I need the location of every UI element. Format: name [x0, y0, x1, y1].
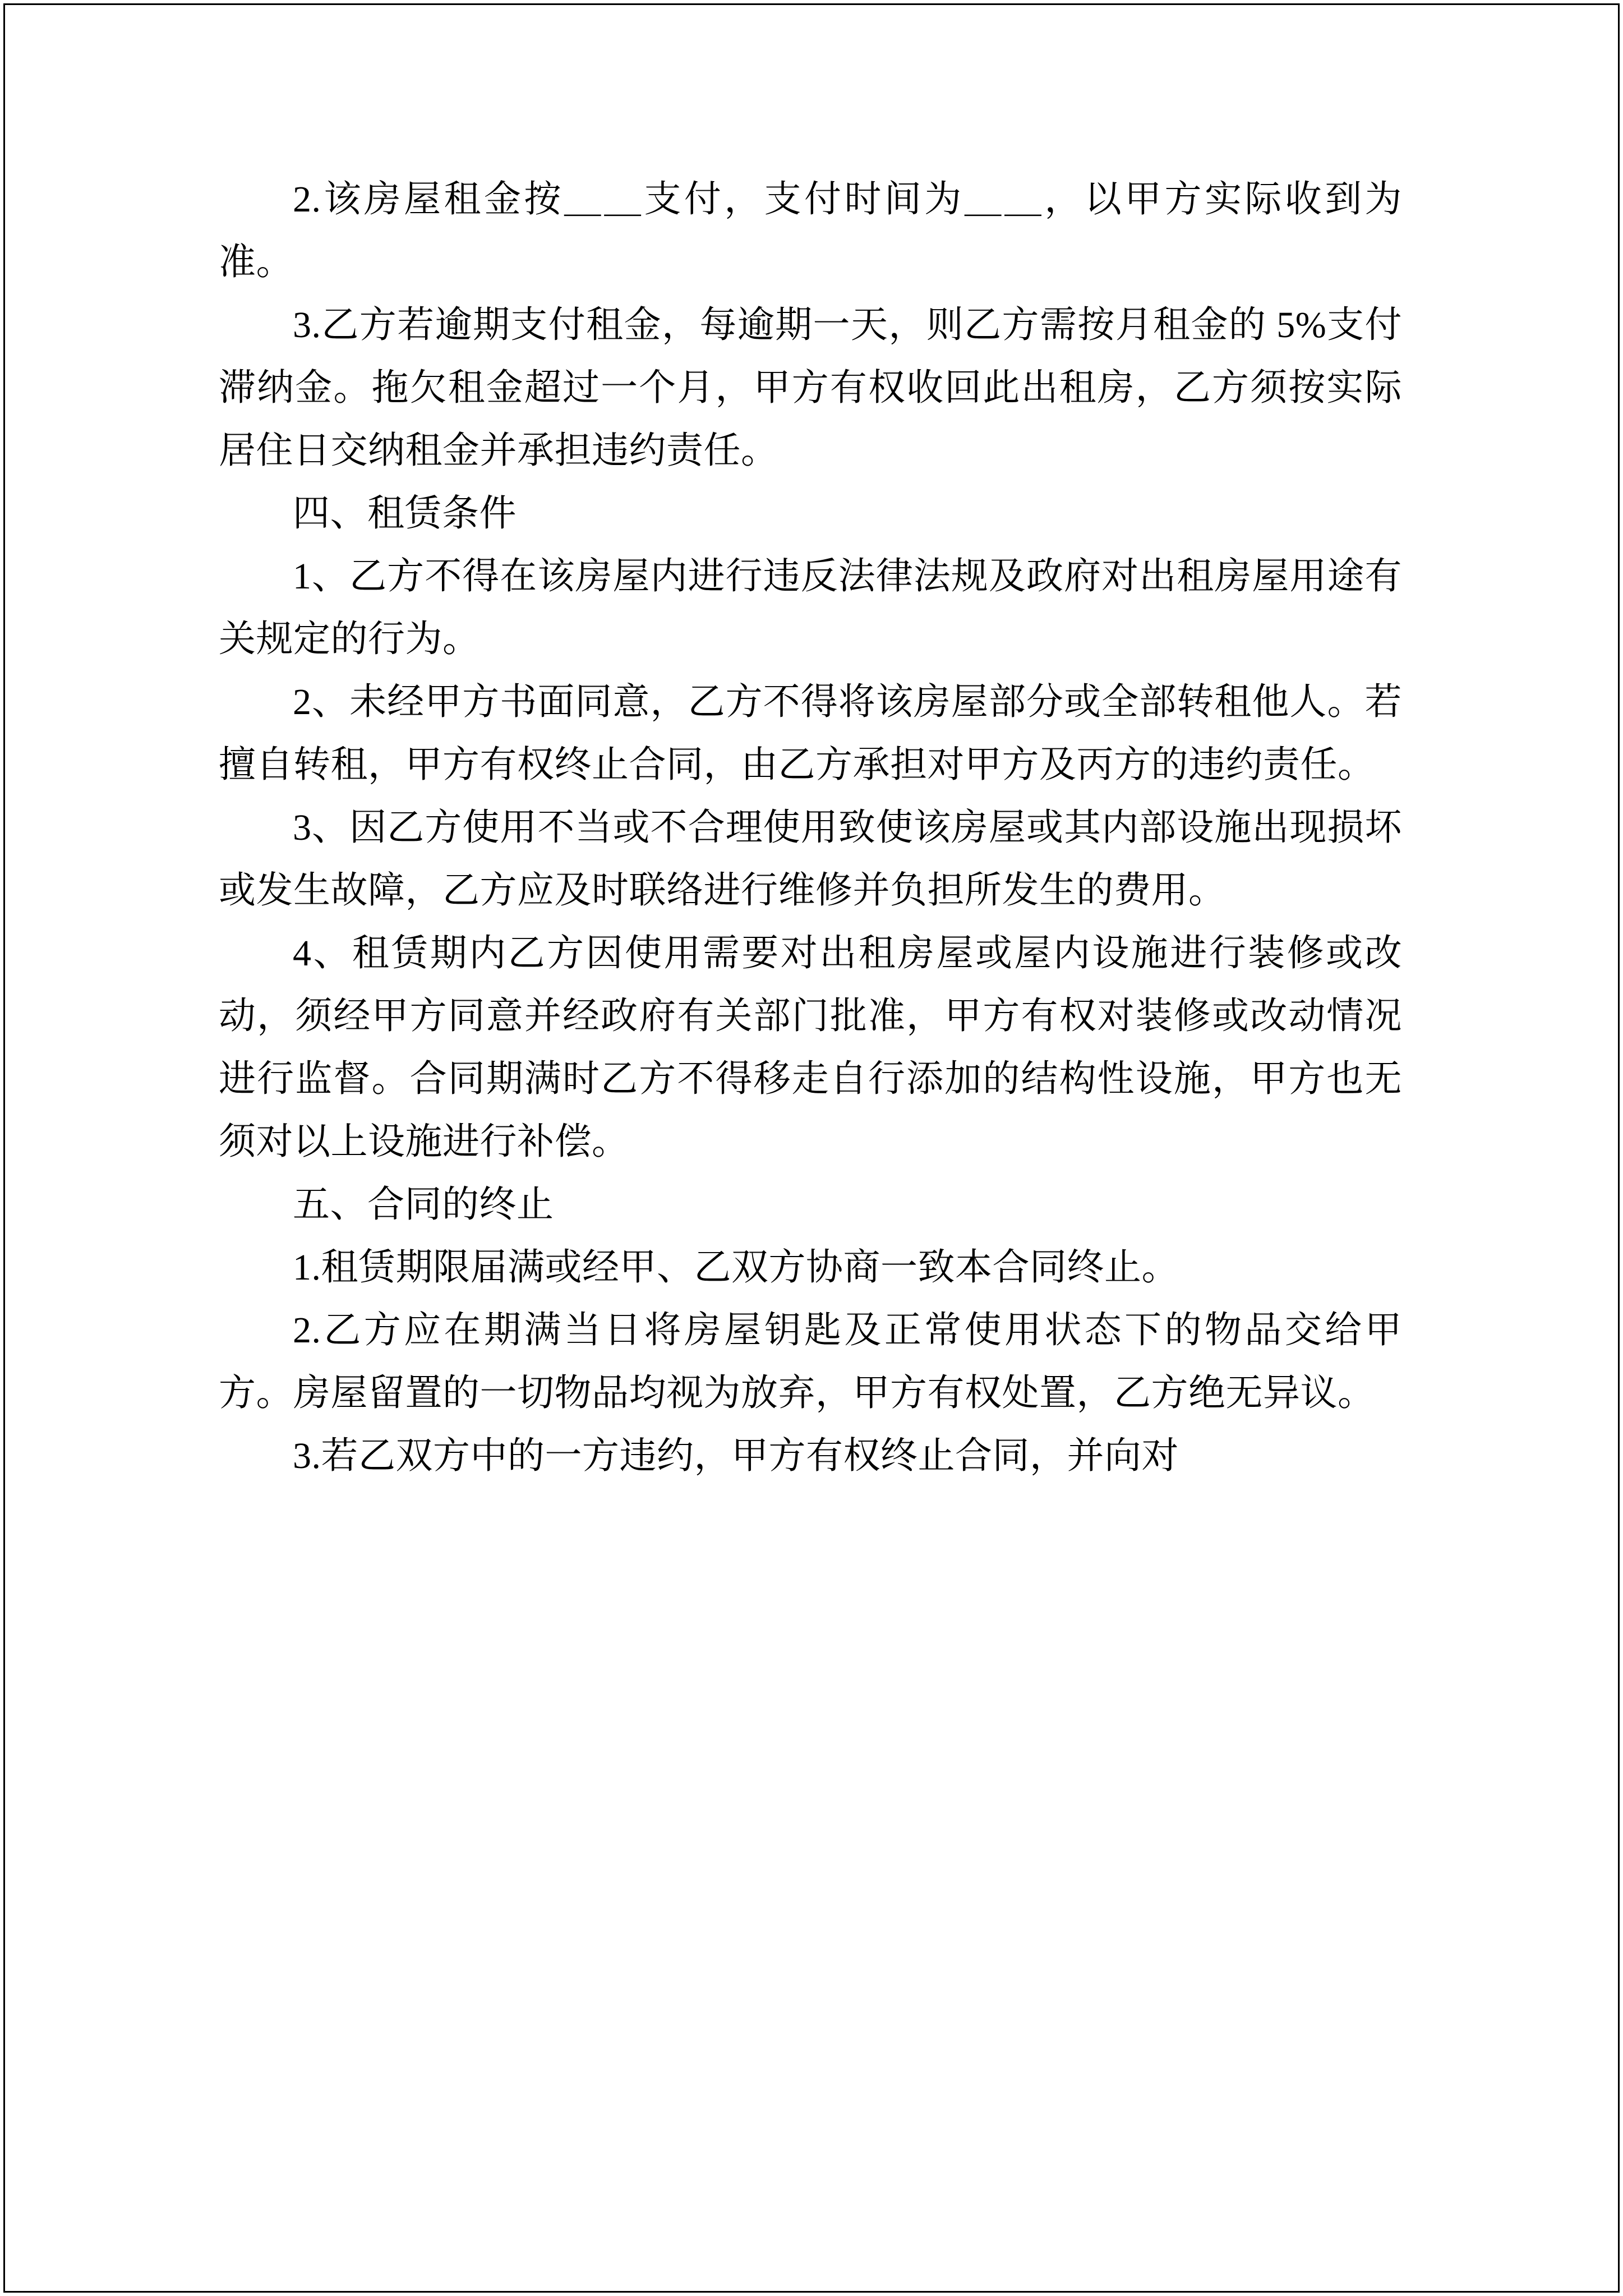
paragraph-condition-2: 2、未经甲方书面同意，乙方不得将该房屋部分或全部转租他人。若擅自转租，甲方有权终止合同，由乙方承担对甲方及丙方的违约责任。 [219, 682, 1402, 785]
paragraph-rent-payment-method: 2.该房屋租金按＿＿支付，支付时间为＿＿，以甲方实际收到为准。 [219, 179, 1402, 283]
paragraph-condition-1: 1、乙方不得在该房屋内进行违反法律法规及政府对出租房屋用途有关规定的行为。 [219, 556, 1402, 660]
document-body [219, 168, 1402, 1488]
heading-lease-conditions: 四、租赁条件 [293, 493, 517, 534]
paragraph-late-payment-penalty: 3.乙方若逾期支付租金，每逾期一天，则乙方需按月租金的 5%支付滞纳金。拖欠租金超过一个月，甲方有权收回此出租房，乙方须按实际居住日交纳租金并承担违约责任。 [219, 305, 1402, 471]
paragraph-termination-3: 3.若乙双方中的一方违约，甲方有权终止合同，并向对 [293, 1435, 1179, 1476]
paragraph-termination-2: 2.乙方应在期满当日将房屋钥匙及正常使用状态下的物品交给甲方。房屋留置的一切物品均视为放弃，甲方有权处置，乙方绝无异议。 [219, 1310, 1402, 1414]
paragraph-condition-3: 3、因乙方使用不当或不合理使用致使该房屋或其内部设施出现损坏或发生故障，乙方应及时联络进行维修并负担所发生的费用。 [219, 807, 1402, 911]
paragraph-condition-4: 4、租赁期内乙方因使用需要对出租房屋或屋内设施进行装修或改动，须经甲方同意并经政府有关部门批准，甲方有权对装修或改动情况进行监督。合同期满时乙方不得移走自行添加的结构性设施，甲方也无须对以上设施进行补偿。 [219, 933, 1402, 1162]
paragraph-termination-1: 1.租赁期限届满或经甲、乙双方协商一致本合同终止。 [293, 1247, 1179, 1288]
heading-contract-termination: 五、合同的终止 [293, 1184, 554, 1225]
